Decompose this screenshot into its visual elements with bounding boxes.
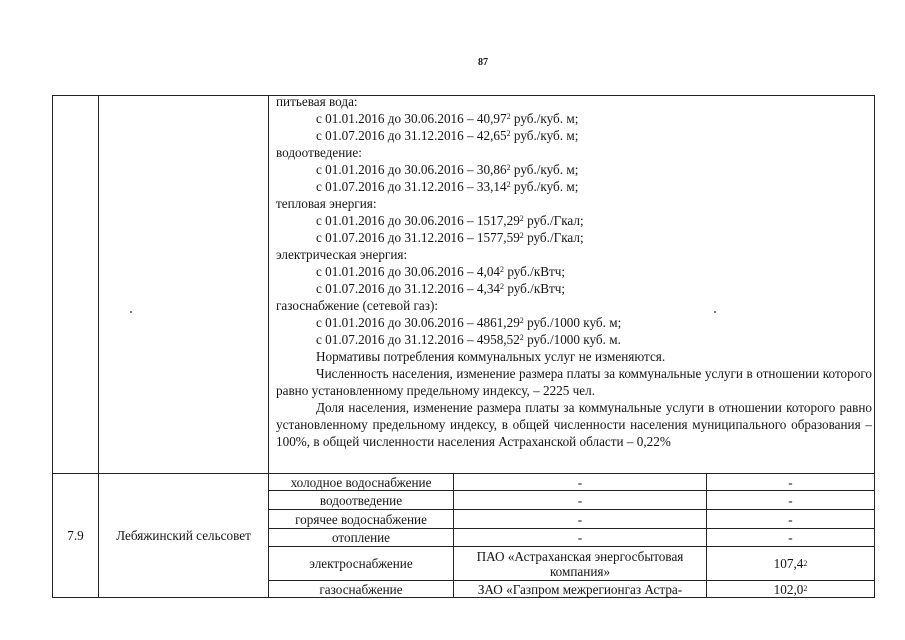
section-heading: электрическая энергия: — [276, 247, 408, 262]
tariff-line: с 01.01.2016 до 30.06.2016 – 4861,29$^2$ руб./1000 куб. м; — [316, 315, 622, 330]
tariff-line: с 01.07.2016 до 31.12.2016 – 33,14$^2$ руб./куб. м; — [316, 179, 579, 194]
service-name: водоотведение — [319, 492, 403, 508]
tariff-line: с 01.01.2016 до 30.06.2016 – 30,86$^2$ руб./куб. м; — [316, 162, 579, 177]
provider-name: ЗАО «Газпром межрегионгаз Астра- — [477, 581, 683, 597]
scan-speck — [130, 311, 132, 313]
provider-name: - — [577, 492, 583, 508]
provider-name: - — [577, 474, 583, 490]
tariff-line: с 01.07.2016 до 31.12.2016 – 4958,52$^2$ руб./1000 куб. м. — [316, 332, 621, 347]
service-name: электроснабжение — [309, 556, 413, 571]
tariff-line: с 01.07.2016 до 31.12.2016 – 4,34$^2$ руб./кВтч; — [316, 281, 566, 296]
municipality-name: Лебяжинский сельсовет — [116, 528, 251, 543]
population-share-paragraph: Доля населения, изменение размера платы за коммунальные услуги в отношении которого равно установленному предельному индексу, в общей численности населения муниципального образования – 100%, в общей численности населения Астраханской области – 0,22% — [276, 400, 872, 449]
service-name: газоснабжение — [319, 581, 403, 597]
index-value: 102,0 2 — [773, 581, 808, 597]
page-number: 87 — [478, 57, 488, 68]
tariff-line: с 01.01.2016 до 30.06.2016 – 1517,29$^2$ руб./Гкал; — [316, 213, 584, 228]
norms-paragraph: Нормативы потребления коммунальных услуг не изменяются. — [316, 349, 666, 364]
tariff-line: с 01.01.2016 до 30.06.2016 – 4,04$^2$ руб./кВтч; — [316, 264, 566, 279]
row-number: 7.9 — [67, 528, 84, 543]
tariff-line: с 01.07.2016 до 31.12.2016 – 42,65$^2$ руб./куб. м; — [316, 128, 579, 143]
section-heading: питьевая вода: — [276, 94, 358, 109]
tariff-line: с 01.01.2016 до 30.06.2016 – 40,97$^2$ руб./куб. м; — [316, 111, 579, 126]
index-value: 107,4 2 — [773, 556, 808, 571]
section-heading: тепловая энергия: — [276, 196, 377, 211]
index-value: - — [788, 474, 793, 490]
tariff-text-block — [276, 93, 872, 450]
section-heading: газоснабжение (сетевой газ): — [276, 298, 439, 313]
population-paragraph: Численность населения, изменение размера платы за коммунальные услуги в отношении которого равно установленному предельному индексу, – 2225 чел. — [276, 366, 872, 398]
provider-name: - — [577, 511, 583, 527]
service-name: холодное водоснабжение — [290, 474, 432, 490]
provider-name: - — [577, 530, 583, 545]
index-value: - — [788, 530, 793, 545]
provider-name: ПАО «Астраханская энергосбытовая компания» — [476, 548, 684, 579]
index-value: - — [788, 511, 793, 527]
index-value: - — [788, 492, 793, 508]
section-heading: водоотведение: — [276, 145, 362, 160]
service-name: горячее водоснабжение — [295, 511, 427, 527]
tariff-line: с 01.07.2016 до 31.12.2016 – 1577,59$^2$ руб./Гкал; — [316, 230, 584, 245]
service-name: отопление — [331, 530, 391, 545]
